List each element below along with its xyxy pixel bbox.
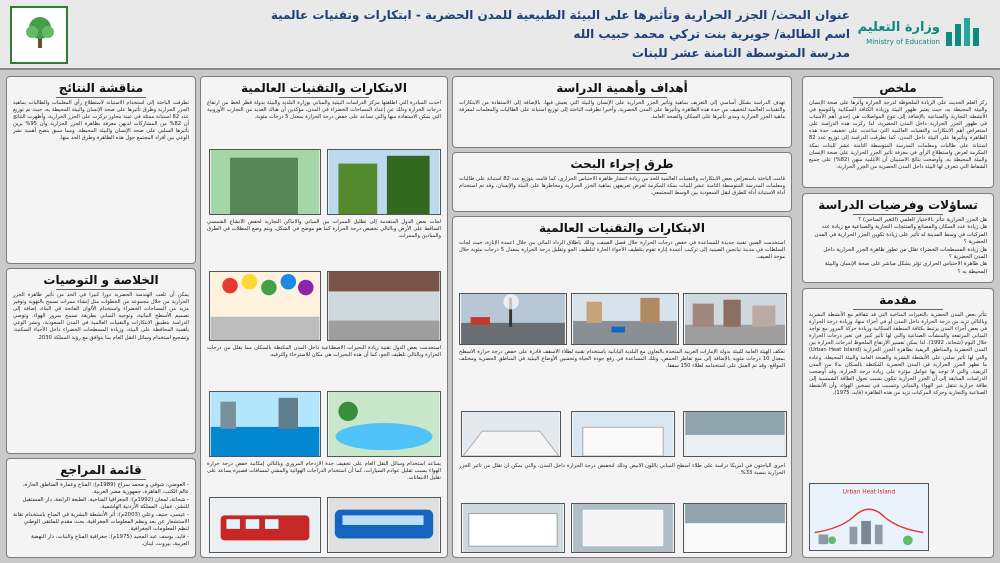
ministry-mark-icon [944, 14, 982, 48]
ministry-name-ar: وزارة التعليم [857, 20, 940, 35]
questions-title: تساؤلات وفرضيات الدراسة [803, 197, 993, 215]
poster-title-block [160, 6, 850, 63]
artificial-lake-photo-2 [327, 391, 441, 457]
innovations-b-text3: استخدمت بعض الدول تقنية زيادة البحيرات الاصطناعية داخل المدن المكتظة بالسكان مما يقلل من درجات الحرارة وبالتالي تلطيف الجو، كما أن هذه البحيرات هي مكان للاسترخاء والترفيه. [207, 345, 441, 359]
reference-item: - عيسى، جنيف وعلي (2003م): أثر الأنشطة البشرية في المناخ باستخدام تقانة الاستشعار عن بعد ونظم المعلومات الجغرافية، بحث مقدم للملتقى الوطني لنظم المعلومات الجغرافية. [13, 511, 189, 533]
question-item: هل زيادة المسطحات الخضراء تقلل من تطور ظاهرة الجزر الحرارية داخل المدن الحضرية ؟ [823, 246, 987, 261]
innovations-a-title: الابتكارات والتقنيات العالمية [453, 220, 791, 238]
innovations-b-text2: لجأت بعض الدول المتقدمة إلى تظليل الممرات بين المباني والأماكن التجارية لخفض الانشاع الشمسي الساقط على الأرض وبالتالي تخفيض درجة الحرارة كما هو موضح في الشكل، ويتم وضع المظلات في الطرق والميادين والممرات. [207, 219, 441, 240]
innovations-a-section [452, 216, 792, 558]
white-roof-photo-2 [571, 503, 675, 553]
research-title: عنوان البحث/ الجزر الحرارية وتأثيرها على البيئة الطبيعية للمدن الحضرية - ابتكارات وتقنيات عالمية [270, 8, 850, 22]
references-section [6, 458, 196, 558]
results-text: تطرقت الباحثة إلى استخدام الاستبانة لاستطلاع رأي المعلمات والطالبات بماهية الجزر الحرارية وطرق تأثيرها على صحة الإنسان والبيئة المحيطة به، حيث تم توزيع عدد 82 استبانة ممثلة في عينة محاور تركزت على الجزر الحرارية، وأظهرت النتائج أن 82% من المشاركات لديهن معرفة بظاهرة الجزر الحرارية وأن 95% يرين تأثيرها السلبي على صحة الإنسان والبيئة المحيطة. ومما سبق يتضح أهمية نشر الوعي بين أفراد المجتمع حول هذه الظاهرة وطرق الحد منها. [13, 100, 190, 142]
goals-section [452, 76, 792, 148]
artificial-lake-photo-1 [209, 391, 321, 457]
references-title: قائمة المراجع [7, 462, 195, 480]
umbrella-street-photo [209, 271, 321, 341]
tree-icon [22, 14, 58, 50]
ministry-name-en: Ministry of Education [866, 38, 940, 46]
results-section [6, 76, 196, 264]
diagram-label: Urban Heat Island [842, 489, 896, 496]
ministry-logo [857, 10, 982, 60]
question-item: هل زيادة عدد السكان والمصانع والمنتجات التجارية والصناعية مع زيادة عدد المركبات في وسط المدينة له تأثير على زيادة تكوين الجزر الحرارية في المدن الحضرية ؟ [814, 224, 987, 246]
summary-text: ركز العلم الحديث على الزيادة الملحوظة لدرجة الحرارة وأثرها على صحة الإنسان والبيئة المحيطة به، حيث يعتبر ظهور البيئة وزيادة الكثافة السكانية والتوسع في الأنشطة التجارية والصناعية بالإضافة إلى تنوع المواصلات هي إحدى أهم الأسباب في ظهور الجزر الحرارية داخل المدن الحضرية، لذا ركزت هذه الدراسة على استعراض أهم الابتكارات والتقنيات العالمية التي ساعدت على تخفيف حدة هذه الظاهرة وتأثيرها على البيئة داخل المدن، كما تطرقت الدراسة إلى توزيع عدد 82 استبانة على طالبات ومعلمات المدرسة المتوسطة الثامنة عشر للبنات بمكة المكرمة لعرض واستطلاع الرأي في معرفة تأثير الجزر الحرارية على صحة الإنسان والبيئة المحيطة به، وأوضحت نتائج الاستبيان أن الأغلبية منهن (82%) على جميع الشفاط التي تتعرف لها البيئة داخل المدن الحضرية من الجزر الحرارية. [809, 100, 987, 170]
intro-section [802, 288, 994, 558]
conclusion-text: يمكن أن تلعب الهندسة الحضرية دورا كبيرا في الحد من تأثير ظاهرة الجزر الحرارية من خلال مجموعة من الخطوات مثل إنشاء ممرات تسمح بالتهوية وتوفير مزيد من المساحات الخضراء واستخدام الألوان الفاتحة في البناء، إضافة إلى تصميم الأسطح النباتية، وتوجيه المباني بطريقة تسمح بمرور الهواء. وتوصي الدراسة بتطبيق الابتكارات والتقنيات العالمية في المدن السعودية، ونشر الوعي بأهمية المحافظة على البيئة، وزيادة المسطحات الخضراء داخل الأحياء السكنية، وتشجيع استخدام وسائل النقل العام بما يتوافق مع رؤية المملكة 2030. [13, 292, 189, 341]
innovations-b-section [200, 76, 448, 558]
goals-text: تهدف الدراسة بشكل أساسي إلى التعريف بماهية وتأثير الجزر الحرارية على الإنسان والبيئة التي يعيش فيها، بالإضافة إلى الاستفادة من الابتكارات والتقنيات العالمية لتخفيف من حدة هذه الظاهرة وتأثيرها على المدن الحضرية، وأخيرا تطرقت الباحثة إلى توزيع استبانة على الطالبات والمعلمات لمعرفة ماهية الجزر الحرارية ومدى تأثيرها على السكان والصحة العامة. [459, 100, 785, 121]
conclusion-section [6, 268, 196, 454]
student-name: اسم الطالبة/ جويرية بنت تركي محمد حبيب الله [573, 27, 850, 41]
method-title: طرق إجراء البحث [453, 156, 791, 174]
lamp-post-mist-photo [459, 293, 567, 345]
references-list [7, 482, 195, 549]
poster-header [0, 0, 1000, 70]
intro-text: تتأثر بعض المدن الحضرية بالتغيرات المناخية التي قد تتفاقم مع الأنشطة البشرية وبالتالي تزيد من درجة الحرارة داخل المدن أو في أجزاء منها، وزيادة درجة الحرارة في بعض أجزاء المدن يرتبط بكثافة المنطقة السكانية وزيادة حركة المرور مع تواجد المباني المرتفعة والمنشآت الصناعية والتي لها تأثير كبير في تغير درجات الحرارة خلال اليوم (شحاتة، 1992). لذا يمكن تفسير الارتفاع الملحوظ لدرجات الحرارة بين المدن الحضرية والمناطق الريفية بظاهرة الجزر الحرارية (Urban Heat Island) والتي لها تأثير سلبي على الأنشطة البشرية والصحة العامة والبيئة المحيطة. وعادة ما تظهر الجزر الحرارية في المدن الحضرية المكتظة بالسكان بدلا من المدن الريفية، والتي لا توجد بها عوامل مؤثرة على زيادة درجة الحرارة، وقد أوضحت الدراسات السابقة إلى أن الجزر الحرارية تتكون بسبب تحول الطاقة الشمسية إلى طاقة حرارية تنتقل عبر الهواء والمباني وتتسبب في تسخين الهواء، وأن الأنشطة الصناعية والتجارية وحركة المركبات تزيد من هذه الظاهرة (فايد، 1975). [809, 312, 987, 397]
public-transport-photo-1 [209, 497, 321, 553]
reference-item: - شحاتة، لمعان (1992م): الجغرافيا المناخية، الطبعة الرابعة، دار المستقبل للنشر، عمان، المملكة الأردنية الهاشمية. [22, 496, 189, 511]
innovations-a-text1: استخدمت الصين تقنية جديدة للمساعدة في خفض درجات الحرارة خلال فصل الصيف، وذلك باطلاق الرذاذ المائي من خلال أعمدة الإنارة، حيث لجأت السلطات في مدينة تيانجين الصينية إلى تركيب أعمدة إنارة تقوم بتلطيف الأجواء الحارة لتلطيف الجو وتقليل درجة الحرارة بمعدل 5 درجات مئوية خلال موجة الصيف. [459, 240, 785, 261]
innovations-b-text4: يساعد استخدام وسائل النقل العام على تخفيف حدة الازدحام المروري وبالتالي إمكانية خفض درجة حرارة الهواء بسبب تقليل عوادم السيارات، كما أن استخدام الدراجات الهوائية والمشي لمسافات قصيرة يساعد على تقليل الانبعاثات. [207, 461, 441, 482]
roof-coating-photo-1 [461, 411, 561, 457]
method-section [452, 152, 792, 212]
question-item: هل ظاهرة الاحتباس الحراري تؤثر بشكل مباشر على صحة الإنسان والبيئة المحيطة به ؟ [824, 261, 987, 275]
intro-title: مقدمة [803, 292, 993, 310]
innovations-b-text1: أخذت المبادرة التي أطلقتها مركز الدراسات البيئية والمباني بوزارة البلدية والبيئة بدولة قطر لخط من ارتفاع درجات الحرارة وذلك عن إعداد المساحات الخضراء في المدن، مؤكدين أن هناك العديد من التجارب الأوروبية التي يمكن الاستفادة منها والتي تساعد على خفض درجة الحرارة بمعدل 5 درجات مئوية. [207, 100, 441, 121]
innovations-a-text3: أجرى الباحثون في أمريكا دراسة على طلاء أسطح المباني باللون الأبيض وذلك لتخفيض درجة الحرارة داخل المدن، والتي يمكن أن تقلل من تأثير الجزر الحرارية بنسبة 33%. [459, 463, 785, 477]
summary-title: ملخص [803, 80, 993, 98]
heat-island-chart-icon [810, 484, 928, 550]
method-text: قامت الباحثة باستعراض بعض الابتكارات والتقنيات العالمية للحد من زيادة انتشار ظاهرة الاحتباس الحراري، كما قامت بتوزيع عدد 82 استبانة على طالبات ومعلمات المدرسة المتوسطة الثامنة عشر للبنات بمكة المكرمة لعرض تعريفهن بماهية الجزر الحرارية ومخاطرها على البيئة والإنسان، وقد تم استخدام أداة الاستبانة أداة للطرق لنقل السعودية بين الوسط المجتمعي. [459, 176, 785, 197]
green-building-photo-1 [209, 149, 321, 215]
questions-list [803, 217, 993, 276]
public-transport-photo-2 [327, 497, 441, 553]
reference-item: - فايد، يوسف عبد المجيد (1975م): جغرافية المناخ والنبات، دار النهضة العربية، بيروت، لبنان. [31, 533, 189, 548]
heat-island-diagram [809, 483, 929, 551]
white-roof-photo-1 [461, 503, 565, 553]
summary-section [802, 76, 994, 188]
innovations-a-text2: تعكف الهيئة العامة للبيئة بدولة الإمارات العربية المتحدة بالتعاون مع البلدية اليابانية باستخدام تقنية لطلاء الأسقف قادرة على خفض درجة حرارة الأسطح بمعدل 10 درجات مئوية بالإضافة إلى منع تقاطر الحمض، وتلك المساعدة في رفع جودة الحياة وتحسين الأوضاع البيئية في المناطق الحضرية ومختلف المواقع. وقد تم العمل على استخدامه لطلاء 150 سقفا. [459, 349, 785, 370]
white-roof-photo-3 [683, 503, 787, 553]
questions-section [802, 193, 994, 283]
street-photo [571, 293, 679, 345]
roof-coating-photo-3 [683, 411, 787, 457]
green-building-photo-2 [327, 149, 441, 215]
innovations-b-title: الابتكارات والتقنيات العالمية [201, 80, 447, 98]
conclusion-title: الخلاصة و التوصيات [7, 272, 195, 290]
goals-title: أهداف وأهمية الدراسة [453, 80, 791, 98]
school-name: مدرسة المتوسطة الثامنة عشر للبنات [631, 46, 850, 60]
shaded-walkway-photo [327, 271, 441, 341]
roof-coating-photo-2 [571, 411, 675, 457]
reference-item: - العوضي، شوقي و محمد سراج (1989م): المناخ وعمارة المناطق الحارة، عالم الكتب، القاهرة، جمهورية مصر العربية. [22, 482, 189, 496]
results-title: مناقشة النتائج [7, 80, 195, 98]
school-logo [10, 6, 68, 64]
city-square-photo [683, 293, 787, 345]
question-item: هل الجزر الحرارية تتأثر بالاختيار العلمي (التغير المناخي) ؟ [858, 217, 987, 223]
